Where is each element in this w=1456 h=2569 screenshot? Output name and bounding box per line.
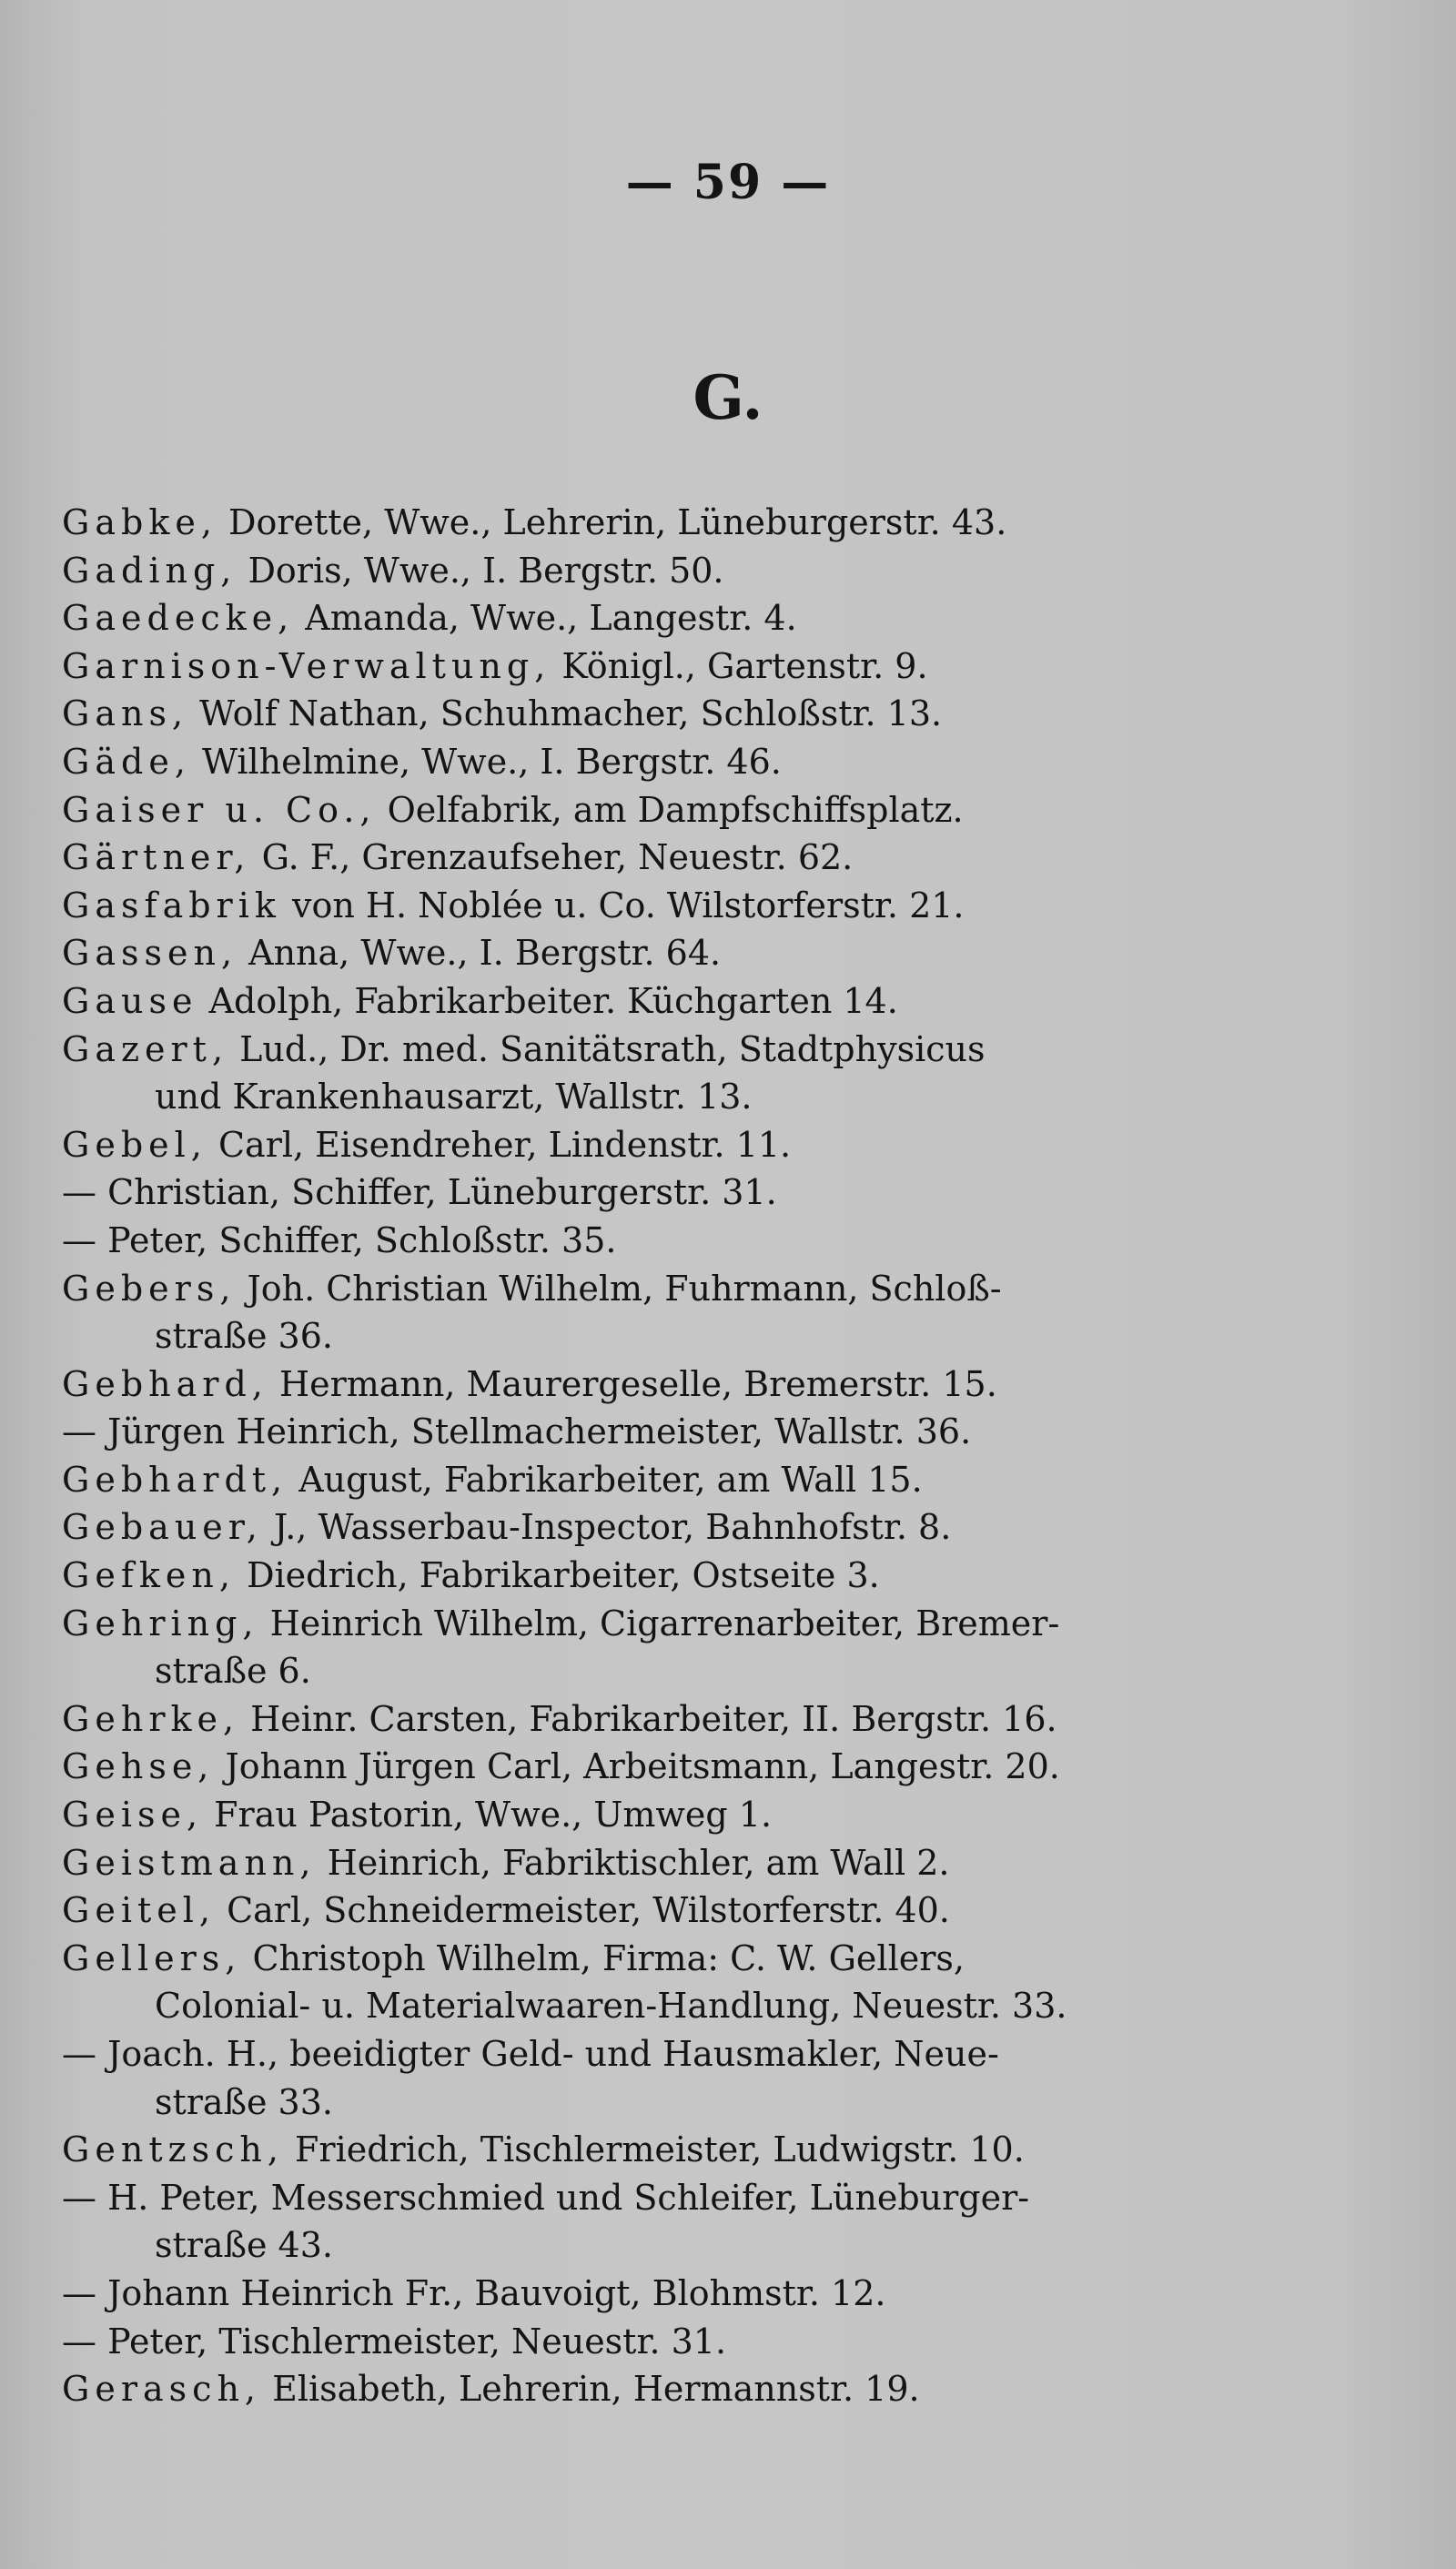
entry-surname: Gading, bbox=[62, 550, 238, 591]
entry-surname: Gans, bbox=[62, 693, 189, 734]
entry-details: Amanda, Wwe., Langestr. 4. bbox=[294, 598, 797, 639]
entry-surname: Geistmann, bbox=[62, 1842, 317, 1883]
directory-entry bbox=[62, 977, 1400, 1026]
entry-surname: Gehring, bbox=[62, 1603, 259, 1644]
directory-entry bbox=[62, 594, 1400, 642]
entry-surname: Gaiser u. Co., bbox=[62, 789, 377, 830]
entry-details: Johann Jürgen Carl, Arbeitsmann, Langestr. 20. bbox=[214, 1746, 1060, 1787]
directory-entry bbox=[62, 1935, 1400, 1983]
entry-details: Königl., Gartenstr. 9. bbox=[551, 645, 928, 686]
directory-subentry: — Johann Heinrich Fr., Bauvoigt, Blohmstr. 12. bbox=[62, 2272, 886, 2313]
entry-continuation: straße 6. bbox=[155, 1651, 311, 1692]
entry-continuation: straße 43. bbox=[155, 2225, 333, 2266]
entry-surname: Gazert, bbox=[62, 1028, 229, 1069]
entry-details: Anna, Wwe., I. Bergstr. 64. bbox=[238, 933, 722, 974]
entry-surname: Gebauer, bbox=[62, 1507, 263, 1548]
entry-details: Adolph, Fabrikarbeiter. Küchgarten 14. bbox=[197, 980, 898, 1021]
entry-details: Christoph Wilhelm, Firma: C. W. Gellers, bbox=[241, 1937, 965, 1978]
directory-entry bbox=[62, 1839, 1400, 1887]
entry-surname: Gellers, bbox=[62, 1937, 242, 1978]
entry-details: Doris, Wwe., I. Bergstr. 50. bbox=[237, 550, 724, 591]
entry-continuation: und Krankenhausarzt, Wallstr. 13. bbox=[155, 1077, 753, 1118]
directory-entry bbox=[62, 1503, 1400, 1552]
entry-details: Wilhelmine, Wwe., I. Bergstr. 46. bbox=[190, 741, 782, 782]
entry-details: Oelfabrik, am Dampfschiffsplatz. bbox=[376, 789, 964, 830]
directory-entry bbox=[62, 1026, 1400, 1074]
directory-entry bbox=[62, 1695, 1400, 1744]
entry-details: Elisabeth, Lehrerin, Hermannstr. 19. bbox=[261, 2369, 920, 2410]
entry-details: Diedrich, Fabrikarbeiter, Ostseite 3. bbox=[235, 1555, 880, 1596]
directory-entry bbox=[62, 1360, 1400, 1409]
entry-surname: Garnison-Verwaltung, bbox=[62, 645, 551, 686]
entry-surname: Geise, bbox=[62, 1795, 204, 1836]
directory-entries bbox=[62, 499, 1400, 2413]
entry-details: Joh. Christian Wilhelm, Fuhrmann, Schloß- bbox=[236, 1268, 1002, 1309]
directory-entry bbox=[62, 1552, 1400, 1600]
entry-surname: Gabke, bbox=[62, 502, 217, 542]
entry-continuation: Colonial- u. Materialwaaren-Handlung, Neuestr. 33. bbox=[155, 1986, 1067, 2027]
directory-subentry: — Jürgen Heinrich, Stellmachermeister, Wallstr. 36. bbox=[62, 1411, 972, 1452]
entry-continuation: straße 36. bbox=[155, 1316, 333, 1357]
entry-surname: Gehse, bbox=[62, 1746, 215, 1787]
directory-subentry: — Joach. H., beeidigter Geld- und Hausmakler, Neue- bbox=[62, 2034, 999, 2074]
entry-details: von H. Noblée u. Co. Wilstorferstr. 21. bbox=[280, 885, 965, 925]
directory-subentry: — Christian, Schiffer, Lüneburgerstr. 31. bbox=[62, 1172, 777, 1213]
directory-entry bbox=[62, 1456, 1400, 1504]
directory-entry bbox=[62, 1791, 1400, 1839]
directory-entry bbox=[62, 929, 1400, 977]
entry-details: Hermann, Maurergeselle, Bremerstr. 15. bbox=[268, 1363, 997, 1404]
directory-entry bbox=[62, 1600, 1400, 1648]
entry-details: Heinr. Carsten, Fabrikarbeiter, II. Bergstr. 16. bbox=[239, 1698, 1057, 1739]
entry-details: Wolf Nathan, Schuhmacher, Schloßstr. 13. bbox=[188, 693, 943, 734]
entry-details: Carl, Eisendreher, Lindenstr. 11. bbox=[207, 1124, 792, 1165]
entry-details: Friedrich, Tischlermeister, Ludwigstr. 10. bbox=[283, 2129, 1025, 2170]
entry-surname: Geitel, bbox=[62, 1890, 216, 1931]
entry-surname: Gassen, bbox=[62, 933, 238, 974]
directory-entry bbox=[62, 1886, 1400, 1935]
entry-details: Dorette, Wwe., Lehrerin, Lüneburgerstr. 43. bbox=[217, 502, 1007, 542]
entry-details: Carl, Schneidermeister, Wilstorferstr. 40. bbox=[216, 1890, 950, 1931]
entry-surname: Gasfabrik bbox=[62, 885, 281, 925]
entry-surname: Gerasch, bbox=[62, 2369, 261, 2410]
entry-details: Heinrich Wilhelm, Cigarrenarbeiter, Bremer- bbox=[258, 1603, 1060, 1644]
entry-surname: Gebhardt, bbox=[62, 1459, 288, 1500]
entry-surname: Gause bbox=[62, 980, 198, 1021]
entry-details: J., Wasserbau-Inspector, Bahnhofstr. 8. bbox=[262, 1507, 952, 1548]
entry-continuation: straße 33. bbox=[155, 2081, 333, 2122]
directory-entry bbox=[62, 1743, 1400, 1791]
entry-surname: Gärtner, bbox=[62, 837, 251, 878]
entry-details: Heinrich, Fabriktischler, am Wall 2. bbox=[316, 1842, 950, 1883]
entry-surname: Gebel, bbox=[62, 1124, 207, 1165]
entry-details: August, Fabrikarbeiter, am Wall 15. bbox=[288, 1459, 923, 1500]
entry-surname: Gebhard, bbox=[62, 1363, 268, 1404]
entry-surname: Gefken, bbox=[62, 1555, 236, 1596]
directory-entry bbox=[62, 690, 1400, 738]
directory-entry bbox=[62, 1121, 1400, 1169]
directory-entry bbox=[62, 738, 1400, 786]
entry-surname: Gehrke, bbox=[62, 1698, 240, 1739]
directory-entry bbox=[62, 834, 1400, 882]
directory-entry bbox=[62, 2365, 1400, 2413]
entry-details: Lud., Dr. med. Sanitätsrath, Stadtphysicus bbox=[228, 1028, 986, 1069]
directory-entry bbox=[62, 499, 1400, 547]
entry-surname: Gebers, bbox=[62, 1268, 237, 1309]
directory-entry bbox=[62, 547, 1400, 595]
entry-surname: Gentzsch, bbox=[62, 2129, 284, 2170]
entry-surname: Gaedecke, bbox=[62, 598, 295, 639]
entry-surname: Gäde, bbox=[62, 741, 191, 782]
entry-details: Frau Pastorin, Wwe., Umweg 1. bbox=[203, 1795, 773, 1836]
directory-entry bbox=[62, 2126, 1400, 2174]
directory-subentry: — H. Peter, Messerschmied und Schleifer, Lüneburger- bbox=[62, 2177, 1030, 2218]
directory-subentry: — Peter, Tischlermeister, Neuestr. 31. bbox=[62, 2321, 727, 2362]
entry-details: G. F., Grenzaufseher, Neuestr. 62. bbox=[250, 837, 854, 878]
directory-entry bbox=[62, 1265, 1400, 1313]
section-letter: G. bbox=[693, 362, 763, 433]
directory-entry bbox=[62, 642, 1400, 691]
directory-subentry: — Peter, Schiffer, Schloßstr. 35. bbox=[62, 1219, 617, 1260]
page-number: — 59 — bbox=[625, 155, 831, 210]
directory-entry bbox=[62, 882, 1400, 930]
directory-entry bbox=[62, 786, 1400, 834]
